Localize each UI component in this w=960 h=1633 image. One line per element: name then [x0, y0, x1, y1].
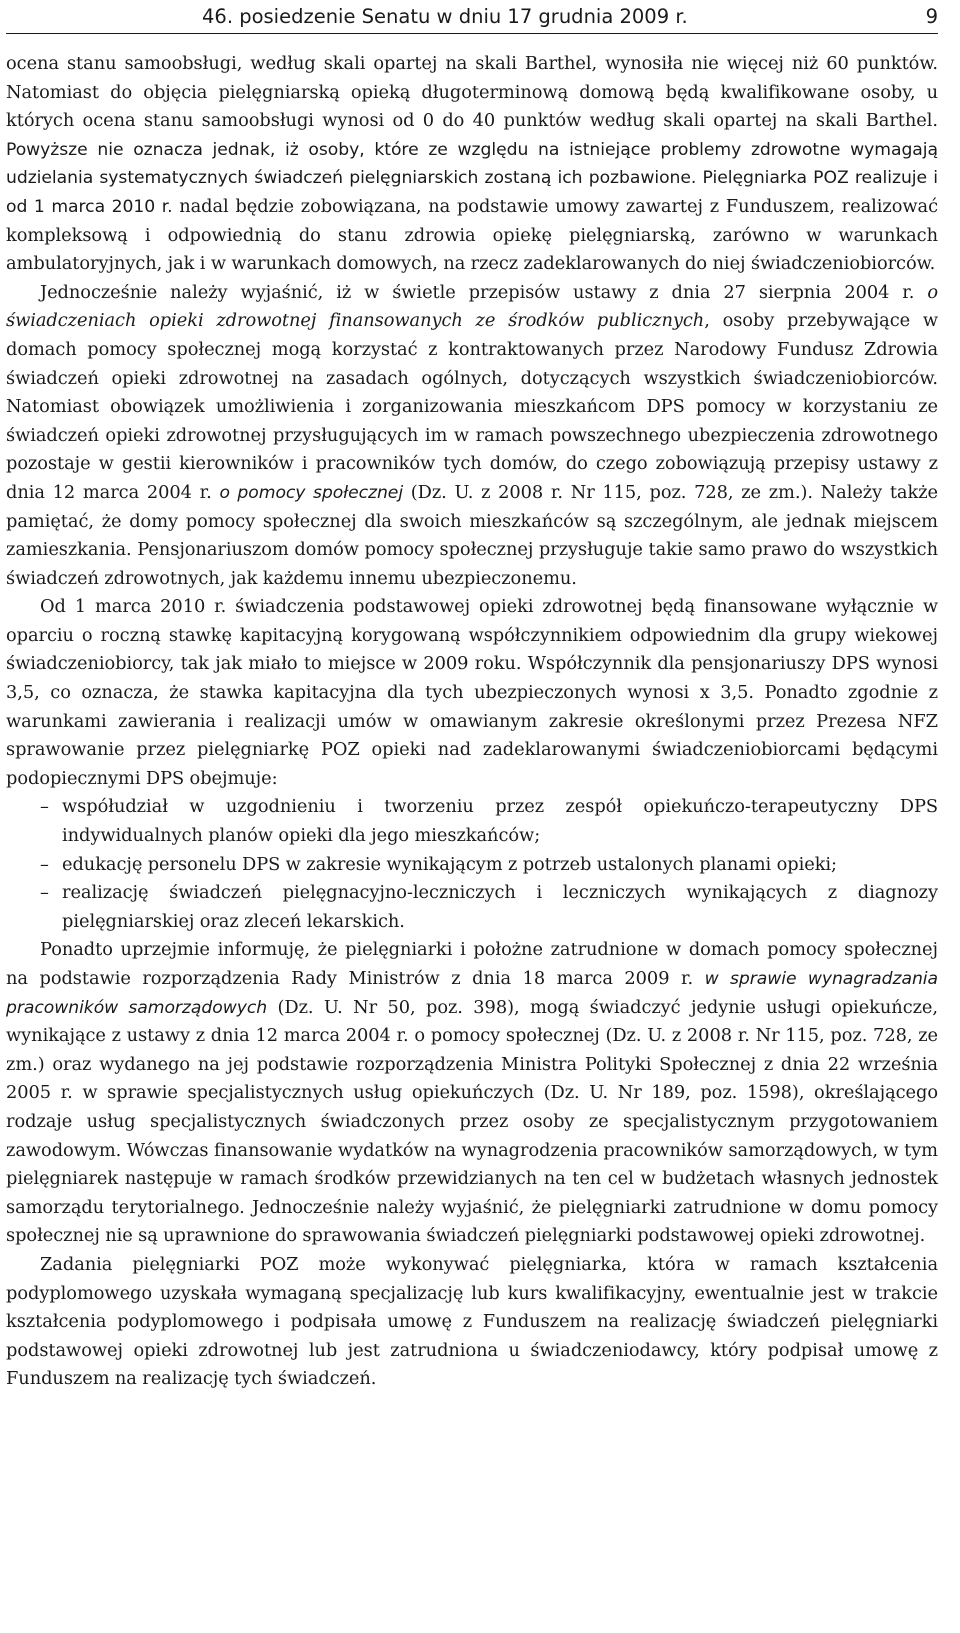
paragraph-2-text-b: , osoby przebywające w domach pomocy społecznej mogą korzystać z kontraktowanych przez Narodowy Fundusz Zdrowia świadczeń opieki zdrowotnej na zasadach ogólnych, dotyczących wszystkich świadczeniobiorców. Natomiast obowiązek umożliwienia i zorganizowania mieszkańcom DPS pomocy w korzystaniu ze świadczeń opieki zdrowotnej przysługujących im w ramach powszechnego ubezpieczenia zdrowotnego pozostaje w gestii kierowników i pracowników tych domów, do czego zobowiązują przepisy ustawy z dnia 12 marca 2004 r.	[6, 310, 939, 503]
paragraph-2-text-c: (Dz. U. z 2008 r. Nr 115, poz. 728, ze zm.). Należy także pamiętać, że domy pomocy społecznej dla swoich mieszkańców są szczególnym, ale jednak miejscem zamieszkania. Pensjonariuszom domów pomocy społecznej przysługuje takie samo prawo do wszystkich świadczeń zdrowotnych, jak każdemu innemu ubezpieczonemu.	[6, 481, 938, 589]
paragraph-1	[6, 50, 938, 279]
document-body	[6, 50, 938, 1394]
paragraph-1-text-a: ocena stanu samoobsługi, według skali opartej na skali Barthel, wynosiła nie więcej niż 60 punktów. Natomiast do objęcia pielęgniarską opieką długoterminową domową będą kwalifikowane osoby, u których ocena stanu samoobsługi wynosi od 0 do 40 punktów według skali opartej na skali Barthel.	[6, 53, 938, 132]
list-dash: –	[40, 882, 49, 904]
paragraph-2-act-title: o świadczeniach opieki zdrowotnej finansowanych ze środków publicznych	[6, 281, 938, 332]
list-item	[6, 851, 938, 880]
paragraph-3: Od 1 marca 2010 r. świadczenia podstawowej opieki zdrowotnej będą finansowane wyłącznie w oparciu o roczną stawkę kapitacyjną korygowaną współczynnikiem odpowiednim dla grupy wiekowej świadczeniobiorcy, tak jak miało to miejsce w 2009 roku. Współczynnik dla pensjonariuszy DPS wynosi 3,5, co oznacza, że stawka kapitacyjna dla tych ubezpieczonych wynosi x 3,5. Ponadto zgodnie z warunkami zawierania i realizacji umów w omawianym zakresie określonymi przez Prezesa NFZ sprawowanie przez pielęgniarkę POZ opieki nad zadeklarowanymi świadczeniobiorcami będącymi podopiecznymi DPS obejmuje:	[6, 596, 938, 789]
duties-list	[6, 793, 938, 936]
paragraph-4-text-a: Ponadto uprzejmie informuję, że pielęgniarki i położne zatrudnione w domach pomocy społecznej na podstawie rozporządzenia Rady Ministrów z dnia 18 marca 2009 r.	[6, 939, 938, 989]
paragraph-5: Zadania pielęgniarki POZ może wykonywać pielęgniarka, która w ramach kształcenia podyplomowego uzyskała wymaganą specjalizację lub kurs kwalifikacyjny, ewentualnie jest w trakcie kształcenia podyplomowego i podpisała umowę z Funduszem na realizację świadczeń pielęgniarki podstawowej opieki zdrowotnej lub jest zatrudniona u świadczeniodawcy, który podpisał umowę z Funduszem na realizację tych świadczeń.	[6, 1253, 938, 1390]
paragraph-1-text-c: nadal będzie zobowiązana, na podstawie umowy zawartej z Funduszem, realizować kompleksową i odpowiednią do stanu zdrowia opiekę pielęgniarską, zarówno w warunkach ambulatoryjnych, jak i w warunkach domowych, na rzecz zadeklarowanych do niej świadczeniobiorców.	[6, 195, 938, 275]
list-dash: –	[40, 796, 49, 818]
header-rule	[6, 33, 938, 34]
paragraph-4-text-b: (Dz. U. Nr 50, poz. 398), mogą świadczyć jedynie usługi opiekuńcze, wynikające z ustawy z dnia 12 marca 2004 r. o pomocy społecznej (Dz. U. z 2008 r. Nr 115, poz. 728, ze zm.) oraz wydanego na jej podstawie rozporządzenia Ministra Polityki Społecznej z dnia 22 września 2005 r. w sprawie specjalistycznych usług opiekuńczych (Dz. U. Nr 189, poz. 1598), określającego rodzaje usług specjalistycznych świadczonych przez osoby ze specjalistycznym przygotowaniem zawodowym. Wówczas finansowanie wydatków na wynagrodzenia pracowników samorządowych, w tym pielęgniarek następuje w ramach środków przewidzianych na ten cel w budżetach własnych jednostek samorządu terytorialnego. Jednocześnie należy wyjaśnić, że pielęgniarki zatrudnione w domu pomocy społecznej nie są uprawnione do sprawowania świadczeń pielęgniarki podstawowej opieki zdrowotnej.	[6, 996, 938, 1247]
list-item	[6, 879, 938, 936]
paragraph-2-act-title-2: o pomocy społecznej	[219, 482, 404, 503]
list-item-text: realizację świadczeń pielęgnacyjno-leczniczych i leczniczych wynikających z diagnozy pielęgniarskiej oraz zleceń lekarskich.	[62, 882, 938, 932]
paragraph-4-regulation-title: w sprawie wynagradzania pracowników samorządowych	[6, 969, 938, 1018]
list-item-text: edukację personelu DPS w zakresie wynikającym z potrzeb ustalonych planami opieki;	[62, 853, 837, 875]
page-number: 9	[925, 5, 938, 28]
running-title: 46. posiedzenie Senatu w dniu 17 grudnia 2009 r.	[202, 5, 688, 28]
paragraph-2-text-a: Jednocześnie należy wyjaśnić, iż w świetle przepisów ustawy z dnia 27 sierpnia 2004 r.	[40, 281, 928, 303]
paragraph-4	[6, 936, 938, 1251]
paragraph-2	[6, 279, 938, 594]
paragraph-1-text-b: Powyższe nie oznacza jednak, iż osoby, które ze względu na istniejące problemy zdrowotne wymagają udzielania systematycznych świadczeń pielęgniarskich zostaną ich pozbawione. Pielęgniarka POZ realizuje i od 1 marca 2010 r.	[6, 139, 938, 217]
list-item	[6, 793, 938, 850]
running-header	[6, 4, 938, 28]
list-dash: –	[40, 853, 49, 875]
list-item-text: współudział w uzgodnieniu i tworzeniu przez zespół opiekuńczo-terapeutyczny DPS indywidualnych planów opieki dla jego mieszkańców;	[62, 796, 938, 847]
